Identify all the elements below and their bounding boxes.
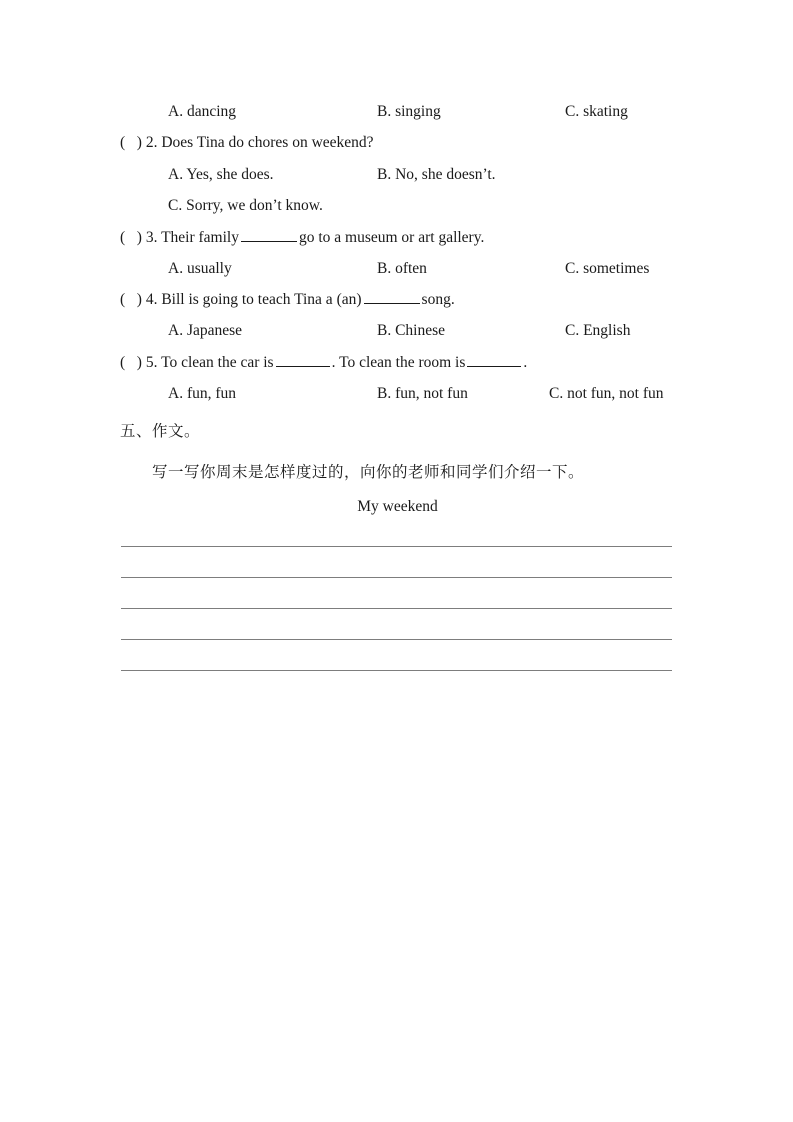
question-number-2: 2. xyxy=(145,134,158,151)
writing-line[interactable] xyxy=(121,608,672,609)
essay-title-text: My weekend xyxy=(357,498,438,515)
question-text-4-after: song. xyxy=(421,291,455,308)
question-text-4-before: Bill is going to teach Tina a (an) xyxy=(161,291,362,308)
fill-blank-3[interactable] xyxy=(241,228,297,242)
question-text-3-before: Their family xyxy=(161,229,239,246)
option-c-q3[interactable]: C. sometimes xyxy=(565,260,650,277)
option-c-q1[interactable]: C. skating xyxy=(565,103,628,120)
question-text-5-before: To clean the car is xyxy=(161,354,274,371)
question-stem-3 xyxy=(120,228,484,248)
option-b-q5[interactable]: B. fun, not fun xyxy=(377,385,468,402)
question-number-3: 3. xyxy=(145,229,158,246)
answer-bracket-5[interactable]: ( ) xyxy=(120,354,142,371)
question-text-5-middle: . To clean the room is xyxy=(331,354,466,371)
answer-bracket-3[interactable]: ( ) xyxy=(120,229,142,246)
essay-title xyxy=(0,498,793,516)
composition-instruction: 写一写你周末是怎样度过的，向你的老师和同学们介绍一下。 xyxy=(152,463,585,481)
answer-bracket-4[interactable]: ( ) xyxy=(120,291,142,308)
option-c-q4[interactable]: C. English xyxy=(565,322,631,339)
question-text-2: Does Tina do chores on weekend? xyxy=(161,134,374,151)
writing-line[interactable] xyxy=(121,639,672,640)
option-b-q1[interactable]: B. singing xyxy=(377,103,441,120)
writing-line[interactable] xyxy=(121,577,672,578)
option-b-q2[interactable]: B. No, she doesn’t. xyxy=(377,166,496,183)
question-text-5-after: . xyxy=(523,354,528,371)
writing-line[interactable] xyxy=(121,546,672,547)
fill-blank-5a[interactable] xyxy=(276,353,330,367)
option-c-q2[interactable]: C. Sorry, we don’t know. xyxy=(168,197,323,214)
option-b-q3[interactable]: B. often xyxy=(377,260,427,277)
question-text-3-after: go to a museum or art gallery. xyxy=(298,229,485,246)
question-number-4: 4. xyxy=(145,291,158,308)
option-b-q4[interactable]: B. Chinese xyxy=(377,322,446,339)
option-a-q5[interactable]: A. fun, fun xyxy=(168,385,237,402)
question-stem-5 xyxy=(120,353,527,373)
question-number-5: 5. xyxy=(145,354,158,371)
section-heading-composition: 五、作文。 xyxy=(120,422,201,440)
option-c-q5[interactable]: C. not fun, not fun xyxy=(549,385,664,402)
option-a-q2[interactable]: A. Yes, she does. xyxy=(168,166,274,183)
fill-blank-5b[interactable] xyxy=(467,353,521,367)
answer-bracket-2[interactable]: ( ) xyxy=(120,134,142,151)
fill-blank-4[interactable] xyxy=(364,290,420,304)
question-stem-2 xyxy=(120,133,374,153)
option-a-q4[interactable]: A. Japanese xyxy=(168,322,243,339)
option-a-q3[interactable]: A. usually xyxy=(168,260,232,277)
question-stem-4 xyxy=(120,290,455,310)
option-a-q1[interactable]: A. dancing xyxy=(168,103,237,120)
writing-line[interactable] xyxy=(121,670,672,671)
